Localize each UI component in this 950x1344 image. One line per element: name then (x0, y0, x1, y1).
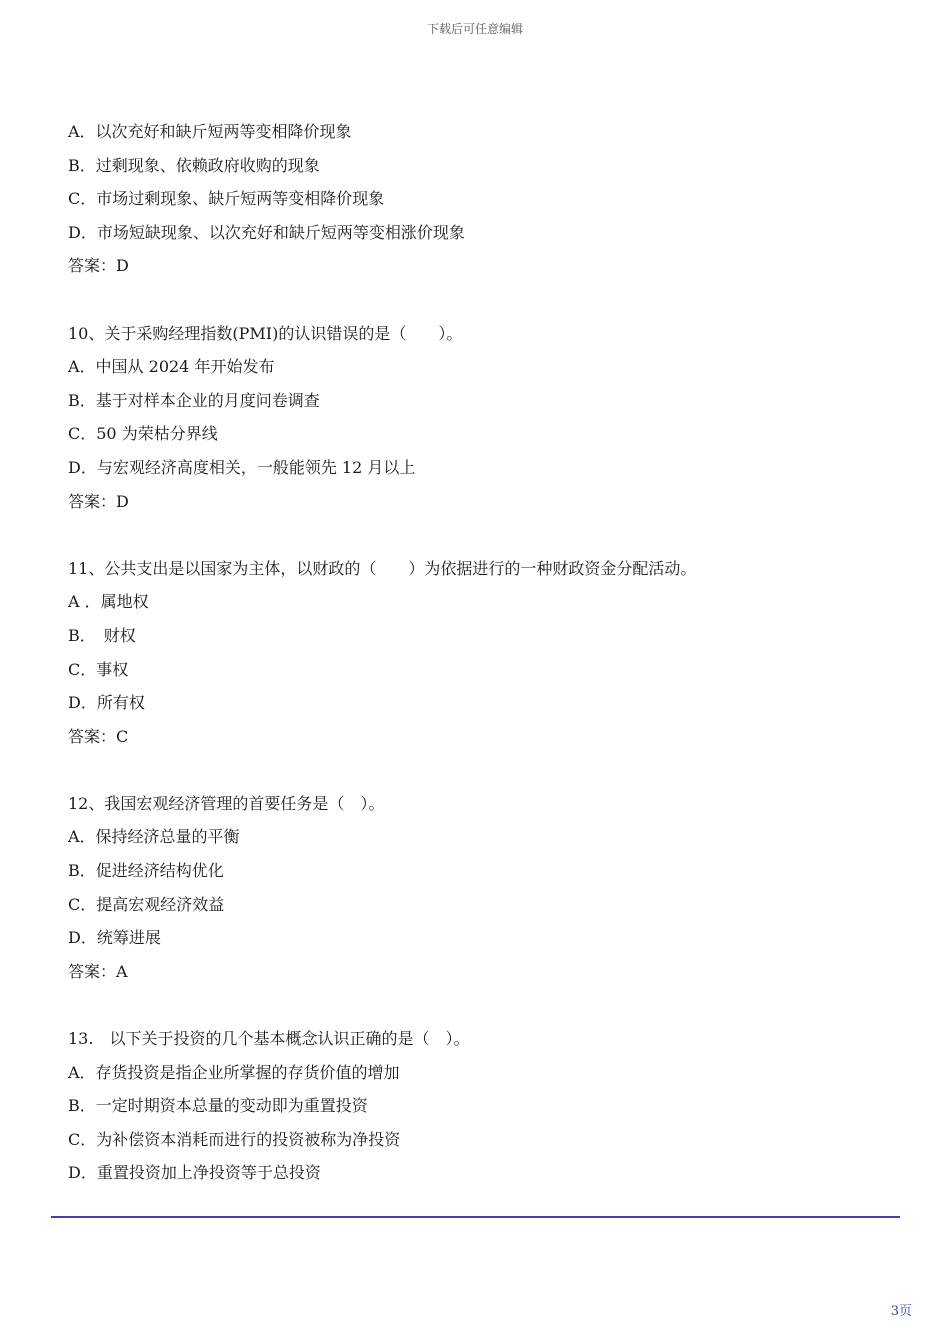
option-d: D．与宏观经济高度相关，一般能领先 12 月以上 (68, 457, 416, 477)
document-body (68, 122, 908, 1197)
option-b: B．促进经济结构优化 (68, 861, 224, 881)
question-block (68, 559, 908, 747)
option-d: D．统筹进展 (68, 928, 161, 948)
question-stem: 11、公共支出是以国家为主体，以财政的（ ）为依据进行的一种财政资金分配活动。 (68, 558, 697, 578)
option-c: C．市场过剩现象、缺斤短两等变相降价现象 (68, 189, 385, 209)
question-block (68, 324, 908, 512)
option-d: D．市场短缺现象、以次充好和缺斤短两等变相涨价现象 (68, 222, 465, 242)
option-a: A．以次充好和缺斤短两等变相降价现象 (68, 122, 352, 141)
option-c: C．50 为荣枯分界线 (68, 424, 218, 444)
option-a: A ．属地权 (68, 592, 149, 612)
header-note: 下载后可任意编辑 (426, 22, 523, 36)
answer-line: 答案：D (68, 491, 129, 511)
option-d: D．所有权 (68, 693, 145, 713)
question-block (68, 1029, 908, 1183)
answer-line: 答案：A (68, 961, 128, 981)
question-stem: 12、我国宏观经济管理的首要任务是（ ）。 (68, 793, 385, 813)
option-b: B．一定时期资本总量的变动即为重置投资 (68, 1096, 368, 1116)
option-b: B．基于对样本企业的月度问卷调查 (68, 390, 320, 410)
option-a: A．存货投资是指企业所掌握的存货价值的增加 (68, 1062, 400, 1082)
option-b: B．过剩现象、依赖政府收购的现象 (68, 155, 320, 175)
option-a: A．保持经济总量的平衡 (68, 827, 240, 847)
question-stem: 10、关于采购经理指数(PMI)的认识错误的是（ ）。 (68, 323, 463, 343)
footer-divider (51, 1216, 900, 1218)
option-a: A．中国从 2024 年开始发布 (68, 357, 275, 377)
answer-line: 答案：D (68, 256, 129, 276)
option-c: C．事权 (68, 659, 129, 679)
question-block (68, 122, 908, 276)
answer-line: 答案：C (68, 726, 129, 746)
option-b: B． 财权 (68, 625, 136, 645)
option-c: C．提高宏观经济效益 (68, 894, 225, 914)
option-d: D．重置投资加上净投资等于总投资 (68, 1163, 321, 1183)
question-block (68, 794, 908, 982)
option-c: C．为补偿资本消耗而进行的投资被称为净投资 (68, 1129, 401, 1149)
page-number: 3页 (890, 1304, 912, 1319)
question-stem: 13. 以下关于投资的几个基本概念认识正确的是（ ）。 (68, 1029, 470, 1049)
